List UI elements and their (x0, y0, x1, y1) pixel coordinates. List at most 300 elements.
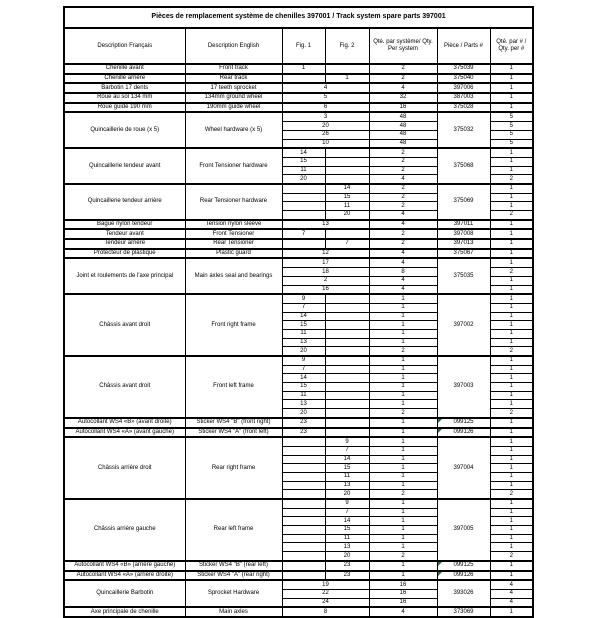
parts-table-body (64, 64, 533, 617)
cell-part-number: 375040 (437, 74, 490, 84)
cell-fig1: 11 (282, 166, 325, 175)
cell-qty-per-part: 1 (490, 285, 533, 294)
cell-qty-per-system: 1 (369, 534, 437, 543)
cell-fig1 (282, 517, 325, 526)
cell-fig2 (325, 338, 369, 347)
cell-part-number: 375068 (437, 148, 490, 184)
cell-qty-per-part: 1 (490, 526, 533, 535)
cell-description-fr: Tendeur avant (64, 229, 185, 239)
cell-fig2 (325, 374, 369, 383)
cell-fig1: 23 (282, 418, 325, 428)
table-row (64, 607, 533, 617)
cell-fig2: 11 (325, 202, 369, 211)
cell-fig1 (282, 184, 325, 193)
cell-fig-merged: 24 (282, 598, 369, 607)
cell-qty-per-part: 1 (490, 321, 533, 330)
cell-qty-per-part: 1 (490, 329, 533, 338)
cell-fig1 (282, 464, 325, 473)
cell-description-en: Sticker WS4 "B" (front right) (185, 418, 282, 428)
cell-part-number: 397006 (437, 83, 490, 93)
header-qty-per-part: Qté. par # / Qty. per # (490, 28, 533, 64)
cell-qty-per-system: 48 (369, 139, 437, 148)
cell-fig1 (282, 490, 325, 499)
cell-description-en: Front Tensioner hardware (185, 148, 282, 184)
header-fig2: Fig. 2 (325, 28, 369, 64)
cell-description-fr: Autocollant WS4 «A» (arrière droite) (64, 571, 185, 581)
cell-fig1 (282, 446, 325, 455)
cell-qty-per-system: 4 (369, 285, 437, 294)
cell-qty-per-system: 1 (369, 508, 437, 517)
cell-fig-merged: 4 (282, 83, 369, 93)
cell-fig2 (325, 303, 369, 312)
cell-description-fr: Barbotin 17 dents (64, 83, 185, 93)
cell-qty-per-system: 4 (369, 175, 437, 184)
cell-qty-per-system: 16 (369, 598, 437, 607)
table-row (64, 437, 533, 446)
cell-fig1 (282, 437, 325, 446)
cell-fig2 (325, 229, 369, 239)
table-row (64, 258, 533, 267)
cell-qty-per-system: 1 (369, 543, 437, 552)
cell-qty-per-part: 1 (490, 365, 533, 374)
cell-qty-per-system: 1 (369, 437, 437, 446)
cell-fig2: 1 (325, 74, 369, 84)
cell-description-fr: Bague nylon tendeur (64, 220, 185, 230)
cell-qty-per-system: 1 (369, 303, 437, 312)
cell-qty-per-part: 5 (490, 112, 533, 121)
cell-fig1: 7 (282, 303, 325, 312)
cell-qty-per-part: 1 (490, 481, 533, 490)
cell-qty-per-system: 1 (369, 481, 437, 490)
cell-fig-merged: 12 (282, 249, 369, 259)
cell-qty-per-system: 2 (369, 409, 437, 418)
cell-qty-per-system: 1 (369, 294, 437, 303)
cell-qty-per-system: 4 (369, 607, 437, 617)
cell-qty-per-system: 2 (369, 229, 437, 239)
cell-qty-per-system: 1 (369, 455, 437, 464)
cell-fig2 (325, 409, 369, 418)
cell-qty-per-system: 1 (369, 472, 437, 481)
cell-qty-per-part: 2 (490, 268, 533, 277)
cell-fig2 (325, 383, 369, 392)
cell-qty-per-part: 2 (490, 347, 533, 356)
table-row (64, 148, 533, 157)
cell-part-number: 397003 (437, 356, 490, 418)
cell-fig-merged: 5 (282, 93, 369, 103)
cell-fig1: 14 (282, 312, 325, 321)
cell-description-en: 190mm guide wheel (185, 103, 282, 113)
cell-fig1: 7 (282, 229, 325, 239)
cell-qty-per-system: 1 (369, 428, 437, 438)
cell-qty-per-part: 1 (490, 571, 533, 581)
table-row (64, 229, 533, 239)
table-row (64, 74, 533, 84)
cell-fig2 (325, 175, 369, 184)
cell-description-fr: Quincaillerie tendeur arrière (64, 184, 185, 220)
cell-description-en: Sticker WS4 "A" (rear right) (185, 571, 282, 581)
cell-fig1: 14 (282, 374, 325, 383)
cell-description-en: Rear right frame (185, 437, 282, 499)
cell-qty-per-part: 5 (490, 139, 533, 148)
cell-qty-per-part: 5 (490, 122, 533, 131)
cell-qty-per-part: 1 (490, 418, 533, 428)
cell-qty-per-part: 1 (490, 202, 533, 211)
cell-qty-per-system: 1 (369, 526, 437, 535)
cell-fig1: 9 (282, 294, 325, 303)
cell-qty-per-system: 2 (369, 239, 437, 249)
table-row (64, 499, 533, 508)
parts-table (63, 6, 534, 618)
cell-part-number: 099125 (437, 418, 490, 428)
cell-qty-per-part: 1 (490, 157, 533, 166)
cell-qty-per-system: 2 (369, 490, 437, 499)
cell-fig1 (282, 74, 325, 84)
cell-qty-per-part: 1 (490, 446, 533, 455)
cell-fig2 (325, 166, 369, 175)
cell-qty-per-part: 1 (490, 543, 533, 552)
cell-part-number: 375067 (437, 249, 490, 259)
cell-fig1: 14 (282, 148, 325, 157)
cell-fig2 (325, 391, 369, 400)
cell-qty-per-part: 5 (490, 130, 533, 139)
cell-qty-per-part: 2 (490, 552, 533, 561)
header-description-en: Description English (185, 28, 282, 64)
cell-description-en: Rear Tensioner hardware (185, 184, 282, 220)
cell-fig1 (282, 455, 325, 464)
cell-fig-merged: 20 (282, 122, 369, 131)
cell-fig2 (325, 418, 369, 428)
cell-qty-per-part: 1 (490, 437, 533, 446)
cell-qty-per-system: 4 (369, 249, 437, 259)
cell-description-en: Wheel hardware (x 5) (185, 112, 282, 148)
cell-fig1 (282, 481, 325, 490)
cell-fig2 (325, 148, 369, 157)
cell-qty-per-system: 1 (369, 329, 437, 338)
cell-fig2 (325, 356, 369, 365)
cell-part-number: 397008 (437, 229, 490, 239)
cell-qty-per-system: 2 (369, 193, 437, 202)
cell-description-en: Front Tensioner (185, 229, 282, 239)
cell-qty-per-part: 2 (490, 409, 533, 418)
cell-fig1: 23 (282, 428, 325, 438)
cell-qty-per-part: 1 (490, 561, 533, 571)
cell-description-fr: Châssis avant droit (64, 294, 185, 356)
cell-fig1 (282, 472, 325, 481)
cell-qty-per-system: 1 (369, 400, 437, 409)
parts-sheet (63, 6, 532, 618)
cell-qty-per-system: 1 (369, 338, 437, 347)
cell-part-number: 099126 (437, 428, 490, 438)
cell-qty-per-system: 2 (369, 74, 437, 84)
cell-qty-per-system: 1 (369, 517, 437, 526)
cell-fig2 (325, 157, 369, 166)
cell-qty-per-part: 1 (490, 391, 533, 400)
cell-qty-per-system: 16 (369, 580, 437, 589)
cell-fig-merged: 13 (282, 220, 369, 230)
cell-qty-per-part: 1 (490, 294, 533, 303)
cell-qty-per-part: 1 (490, 428, 533, 438)
cell-qty-per-part: 1 (490, 220, 533, 230)
cell-fig2 (325, 428, 369, 438)
cell-fig2: 11 (325, 534, 369, 543)
cell-fig2 (325, 64, 369, 74)
cell-fig2: 7 (325, 446, 369, 455)
cell-fig1: 15 (282, 383, 325, 392)
cell-fig1 (282, 543, 325, 552)
table-row (64, 83, 533, 93)
cell-fig-merged: 17 (282, 258, 369, 267)
header-description-fr: Description Français (64, 28, 185, 64)
cell-fig1: 9 (282, 356, 325, 365)
cell-qty-per-part: 1 (490, 193, 533, 202)
cell-qty-per-part: 1 (490, 338, 533, 347)
cell-qty-per-system: 4 (369, 220, 437, 230)
cell-qty-per-part: 1 (490, 64, 533, 74)
cell-qty-per-system: 8 (369, 268, 437, 277)
cell-fig2: 15 (325, 464, 369, 473)
cell-qty-per-system: 2 (369, 202, 437, 211)
cell-fig1: 20 (282, 175, 325, 184)
cell-error-flag-icon (438, 429, 442, 433)
cell-fig2: 20 (325, 211, 369, 220)
cell-fig2: 9 (325, 437, 369, 446)
cell-part-number: 375039 (437, 64, 490, 74)
cell-qty-per-system: 1 (369, 383, 437, 392)
cell-description-en: Front left frame (185, 356, 282, 418)
cell-qty-per-part: 1 (490, 383, 533, 392)
cell-qty-per-part: 1 (490, 303, 533, 312)
cell-description-en: Sticker WS4 "A" (front left) (185, 428, 282, 438)
cell-qty-per-system: 1 (369, 464, 437, 473)
cell-part-number: 387003 (437, 93, 490, 103)
cell-fig2 (325, 312, 369, 321)
cell-qty-per-part: 4 (490, 598, 533, 607)
cell-qty-per-part: 1 (490, 472, 533, 481)
cell-description-fr: Châssis arrière gauche (64, 499, 185, 561)
cell-qty-per-part: 2 (490, 490, 533, 499)
cell-qty-per-part: 1 (490, 74, 533, 84)
cell-qty-per-part: 1 (490, 607, 533, 617)
cell-fig1 (282, 508, 325, 517)
table-row (64, 249, 533, 259)
table-row (64, 418, 533, 428)
cell-qty-per-system: 4 (369, 83, 437, 93)
cell-qty-per-part: 1 (490, 166, 533, 175)
cell-fig1 (282, 202, 325, 211)
cell-description-en: Front track (185, 64, 282, 74)
cell-qty-per-system: 2 (369, 148, 437, 157)
cell-fig-merged: 2 (282, 276, 369, 285)
table-row (64, 571, 533, 581)
cell-qty-per-system: 2 (369, 166, 437, 175)
table-row (64, 220, 533, 230)
cell-description-en: Rear left frame (185, 499, 282, 561)
cell-qty-per-part: 2 (490, 175, 533, 184)
cell-qty-per-system: 1 (369, 321, 437, 330)
cell-description-fr: Autocollant WS4 «B» (arrière gauche) (64, 561, 185, 571)
cell-qty-per-part: 1 (490, 464, 533, 473)
cell-qty-per-system: 32 (369, 93, 437, 103)
cell-fig-merged: 19 (282, 580, 369, 589)
header-row (64, 28, 533, 64)
cell-fig-merged: 10 (282, 139, 369, 148)
cell-part-number: 393026 (437, 580, 490, 607)
cell-qty-per-part: 1 (490, 184, 533, 193)
cell-qty-per-system: 2 (369, 347, 437, 356)
cell-description-en: Rear Tensioner (185, 239, 282, 249)
cell-description-en: Sticker WS4 "B" (rear left) (185, 561, 282, 571)
table-row (64, 103, 533, 113)
cell-qty-per-system: 16 (369, 589, 437, 598)
cell-fig1: 7 (282, 365, 325, 374)
cell-part-number: 397013 (437, 239, 490, 249)
cell-fig1: 15 (282, 321, 325, 330)
cell-error-flag-icon (438, 572, 442, 576)
cell-qty-per-part: 1 (490, 312, 533, 321)
cell-part-number: 397005 (437, 499, 490, 561)
cell-description-fr: Chenille arrière (64, 74, 185, 84)
cell-error-flag-icon (438, 562, 442, 566)
cell-fig1: 15 (282, 157, 325, 166)
cell-description-fr: Châssis avant droit (64, 356, 185, 418)
cell-qty-per-system: 1 (369, 356, 437, 365)
cell-fig1 (282, 193, 325, 202)
cell-qty-per-system: 1 (369, 561, 437, 571)
table-row (64, 294, 533, 303)
cell-fig2: 9 (325, 499, 369, 508)
cell-fig2 (325, 321, 369, 330)
table-row (64, 580, 533, 589)
cell-fig-merged: 6 (282, 103, 369, 113)
cell-description-fr: Autocollant WS4 «A» (avant gauche) (64, 428, 185, 438)
header-fig1: Fig. 1 (282, 28, 325, 64)
cell-fig2: 7 (325, 239, 369, 249)
cell-description-en: 17 teeth sprocket (185, 83, 282, 93)
cell-fig1 (282, 561, 325, 571)
cell-description-en: Sprocket Hardware (185, 580, 282, 607)
cell-fig1: 20 (282, 347, 325, 356)
cell-description-fr: Quincaillerie Barbotin (64, 580, 185, 607)
cell-qty-per-part: 1 (490, 276, 533, 285)
cell-fig2: 14 (325, 517, 369, 526)
cell-fig2: 13 (325, 481, 369, 490)
cell-description-en: 134mm ground wheel (185, 93, 282, 103)
cell-fig1: 11 (282, 329, 325, 338)
cell-description-en: Plastic guard (185, 249, 282, 259)
table-title: Pièces de remplacement système de chenilles 397001 / Track system spare parts 397001 (64, 7, 533, 28)
cell-qty-per-part: 1 (490, 258, 533, 267)
cell-qty-per-system: 1 (369, 499, 437, 508)
cell-fig2 (325, 365, 369, 374)
cell-fig2: 13 (325, 543, 369, 552)
table-row (64, 64, 533, 74)
cell-fig1: 13 (282, 400, 325, 409)
cell-fig2: 23 (325, 561, 369, 571)
cell-qty-per-part: 1 (490, 93, 533, 103)
cell-qty-per-system: 16 (369, 103, 437, 113)
header-part-number: Pièce / Parts # (437, 28, 490, 64)
cell-fig1 (282, 571, 325, 581)
cell-qty-per-part: 1 (490, 229, 533, 239)
cell-qty-per-system: 48 (369, 122, 437, 131)
cell-qty-per-part: 1 (490, 499, 533, 508)
cell-part-number: 397002 (437, 294, 490, 356)
cell-qty-per-part: 1 (490, 400, 533, 409)
cell-fig-merged: 18 (282, 268, 369, 277)
cell-qty-per-system: 2 (369, 552, 437, 561)
cell-qty-per-part: 4 (490, 580, 533, 589)
cell-qty-per-system: 1 (369, 391, 437, 400)
cell-error-flag-icon (438, 419, 442, 423)
table-row (64, 356, 533, 365)
cell-fig2 (325, 294, 369, 303)
cell-qty-per-system: 48 (369, 112, 437, 121)
cell-qty-per-system: 2 (369, 64, 437, 74)
cell-description-fr: Quincaillerie tendeur avant (64, 148, 185, 184)
cell-qty-per-system: 4 (369, 258, 437, 267)
cell-description-fr: Chenille avant (64, 64, 185, 74)
cell-fig-merged: 8 (282, 607, 369, 617)
cell-qty-per-system: 1 (369, 312, 437, 321)
cell-fig2: 14 (325, 184, 369, 193)
cell-fig2 (325, 347, 369, 356)
cell-fig-merged: 22 (282, 589, 369, 598)
cell-fig2: 11 (325, 472, 369, 481)
cell-description-fr: Roue au sol 134 mm (64, 93, 185, 103)
cell-qty-per-part: 1 (490, 239, 533, 249)
cell-fig1: 11 (282, 391, 325, 400)
cell-qty-per-part: 1 (490, 83, 533, 93)
cell-part-number: 099126 (437, 571, 490, 581)
cell-qty-per-part: 1 (490, 534, 533, 543)
cell-description-fr: Tendeur arrière (64, 239, 185, 249)
cell-fig2: 7 (325, 508, 369, 517)
cell-description-en: Front right frame (185, 294, 282, 356)
cell-fig-merged: 3 (282, 112, 369, 121)
cell-part-number: 375069 (437, 184, 490, 220)
cell-fig1 (282, 552, 325, 561)
cell-fig2: 14 (325, 455, 369, 464)
cell-fig1: 1 (282, 64, 325, 74)
table-row (64, 561, 533, 571)
cell-description-fr: Axe principale de chenille (64, 607, 185, 617)
cell-qty-per-part: 1 (490, 374, 533, 383)
cell-qty-per-part: 1 (490, 103, 533, 113)
cell-fig1: 20 (282, 409, 325, 418)
table-row (64, 428, 533, 438)
cell-description-en: Main axles (185, 607, 282, 617)
cell-qty-per-part: 1 (490, 249, 533, 259)
cell-qty-per-system: 1 (369, 571, 437, 581)
cell-description-en: Tension nylon sleeve (185, 220, 282, 230)
cell-part-number: 375032 (437, 112, 490, 148)
cell-qty-per-system: 1 (369, 418, 437, 428)
cell-fig2: 15 (325, 526, 369, 535)
cell-fig2: 20 (325, 552, 369, 561)
cell-qty-per-part: 1 (490, 356, 533, 365)
cell-qty-per-system: 2 (369, 157, 437, 166)
cell-qty-per-part: 1 (490, 148, 533, 157)
cell-part-number: 397011 (437, 220, 490, 230)
cell-qty-per-part: 1 (490, 455, 533, 464)
table-row (64, 93, 533, 103)
cell-part-number: 375035 (437, 258, 490, 294)
cell-qty-per-system: 2 (369, 184, 437, 193)
cell-qty-per-system: 4 (369, 276, 437, 285)
table-row (64, 112, 533, 121)
cell-qty-per-system: 4 (369, 211, 437, 220)
cell-description-fr: Châssis arrière droit (64, 437, 185, 499)
